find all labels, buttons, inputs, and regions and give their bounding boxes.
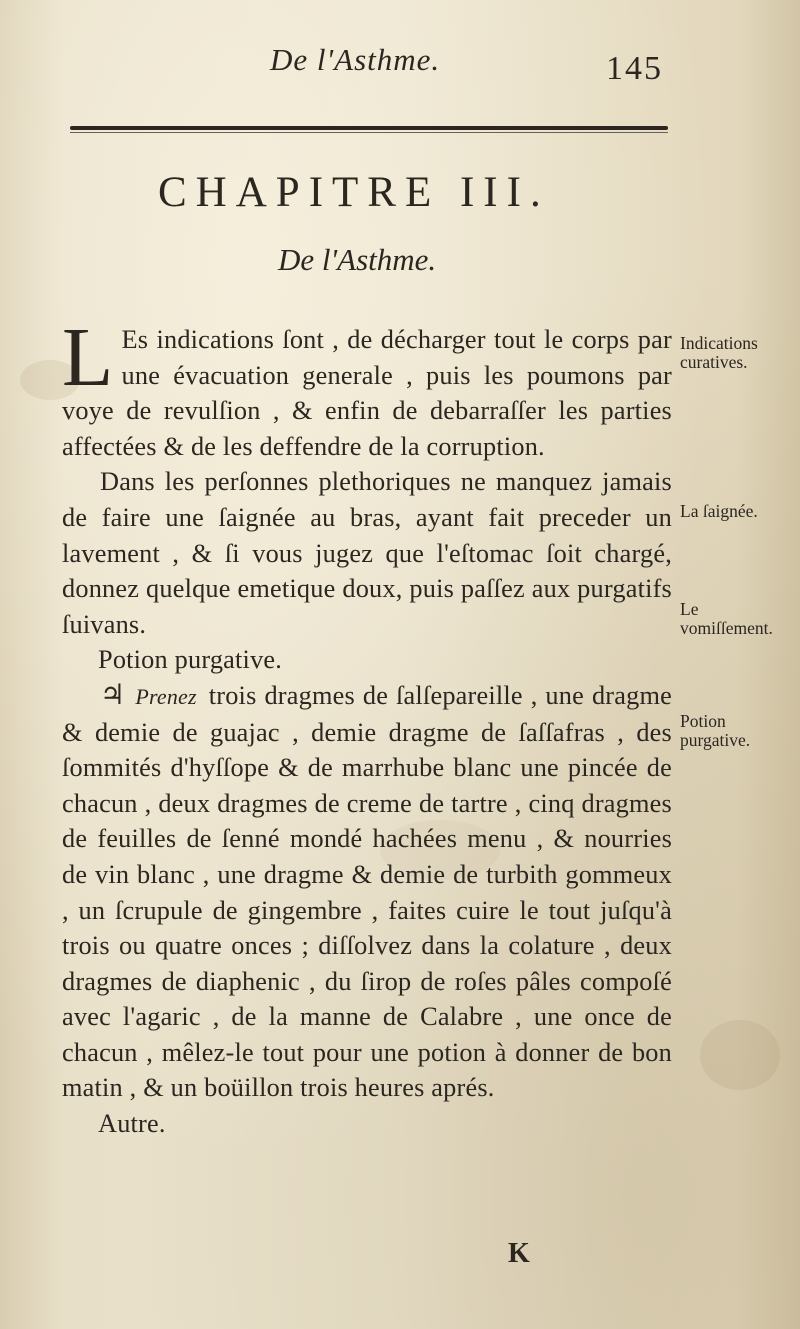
paper-stain: [700, 1020, 780, 1090]
page-number: 145: [606, 50, 663, 87]
prenez-label: Prenez: [135, 683, 197, 709]
margin-note-vomissement: Le vomiſſement.: [680, 599, 773, 638]
header-rule-thin: [70, 132, 668, 133]
recipe-heading-text: Autre.: [98, 1109, 166, 1139]
signature-mark: K: [508, 1238, 530, 1269]
chapter-title: CHAPITRE III.: [158, 169, 550, 216]
drop-cap: L: [62, 311, 114, 404]
margin-note-indications: Indications curatives.: [680, 333, 758, 372]
chapter-subtitle: De l'Asthme.: [278, 242, 437, 277]
paragraph-plethoriques: [62, 464, 672, 642]
header-rule: [70, 126, 668, 130]
paragraph-text: Es indications ſont , de décharger tout le corps par une évacuation generale , puis les poumons par voye de revulſion , & enfin de debarraſſer les parties affectées & de les deffendre de la corruption.: [62, 325, 672, 461]
recipe-symbol-icon: ♃: [100, 679, 126, 711]
margin-note-saignee: La ſaignée.: [680, 501, 758, 521]
running-head: De l'Asthme.: [270, 42, 441, 77]
paragraph-text: trois dragmes de ſalſepareille , une dragme & demie de guajac , demie dragme de ſaſſafras , des ſommités d'hyſſope & de marrhube blanc une pincée de chacun , deux dragmes de creme de tartre , cinq dragmes de feuilles de ſenné mondé hachées menu , & nourries de vin blanc , une dragme & demie de turbith gommeux , un ſcrupule de gingembre , faites cuire le tout juſqu'à trois ou quatre onces ; diſſolvez dans la colature , deux dragmes de diaphenic , du ſirop de roſes pâles compoſé avec l'agaric , de la manne de Calabre , une once de chacun , mêlez-le tout pour une potion à donner de bon matin , & un boüillon trois heures aprés.: [62, 680, 672, 1103]
recipe-heading: [62, 642, 672, 678]
paragraph-text: Dans les perſonnes plethoriques ne manquez jamais de faire une ſaignée au bras, ayant fait preceder un lavement , & ſi vous jugez que l'eſtomac ſoit chargé, donnez quelque emetique doux, puis paſſez aux purgatifs ſuivans.: [62, 467, 672, 639]
recipe-heading-autre: [62, 1106, 672, 1142]
body-text: [62, 311, 672, 1142]
paragraph-recipe: [62, 678, 672, 1106]
margin-note-potion: Potion purgative.: [680, 711, 751, 750]
paragraph-indications: [62, 311, 672, 464]
recipe-heading-text: Potion purgative.: [98, 645, 283, 675]
